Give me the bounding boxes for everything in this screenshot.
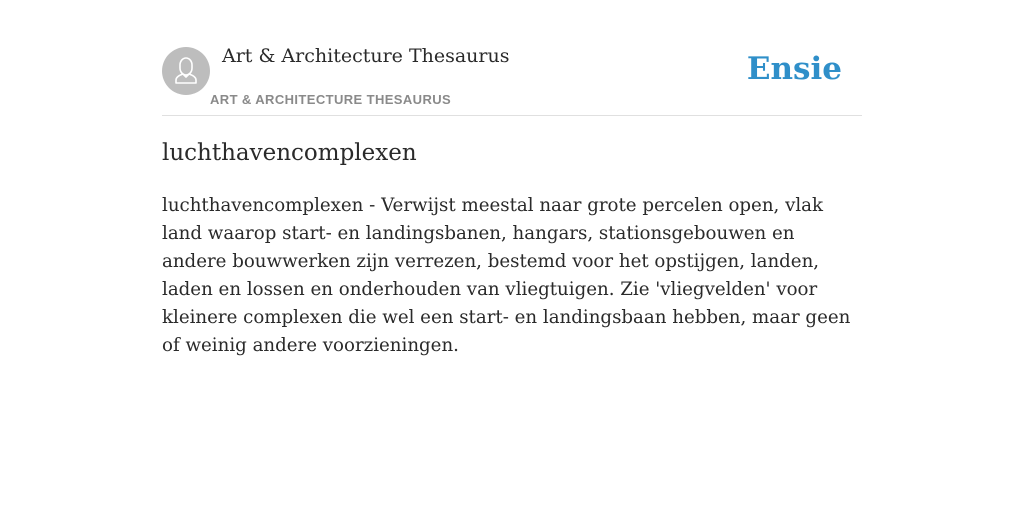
entry-term: luchthavencomplexen <box>162 140 417 166</box>
entry-definition: luchthavencomplexen - Verwijst meestal naar grote percelen open, vlak land waarop start- en landingsbanen, hangars, stationsgebouwen en andere bouwwerken zijn verrezen, bestemd voor het opstijgen, landen, laden en lossen en onderhouden van vliegtuigen. Zie 'vliegvelden' voor kleinere complexen die wel een start- en landingsbaan hebben, maar geen of weinig andere voorzieningen. <box>162 195 851 356</box>
header-divider <box>162 115 862 116</box>
brand-logo[interactable]: Ensie <box>746 51 842 87</box>
header <box>162 40 862 116</box>
avatar[interactable] <box>162 47 210 95</box>
header-subtitle[interactable]: ART & ARCHITECTURE THESAURUS <box>210 92 452 107</box>
header-title[interactable]: Art & Architecture Thesaurus <box>222 45 510 67</box>
user-silhouette-icon <box>162 47 210 95</box>
